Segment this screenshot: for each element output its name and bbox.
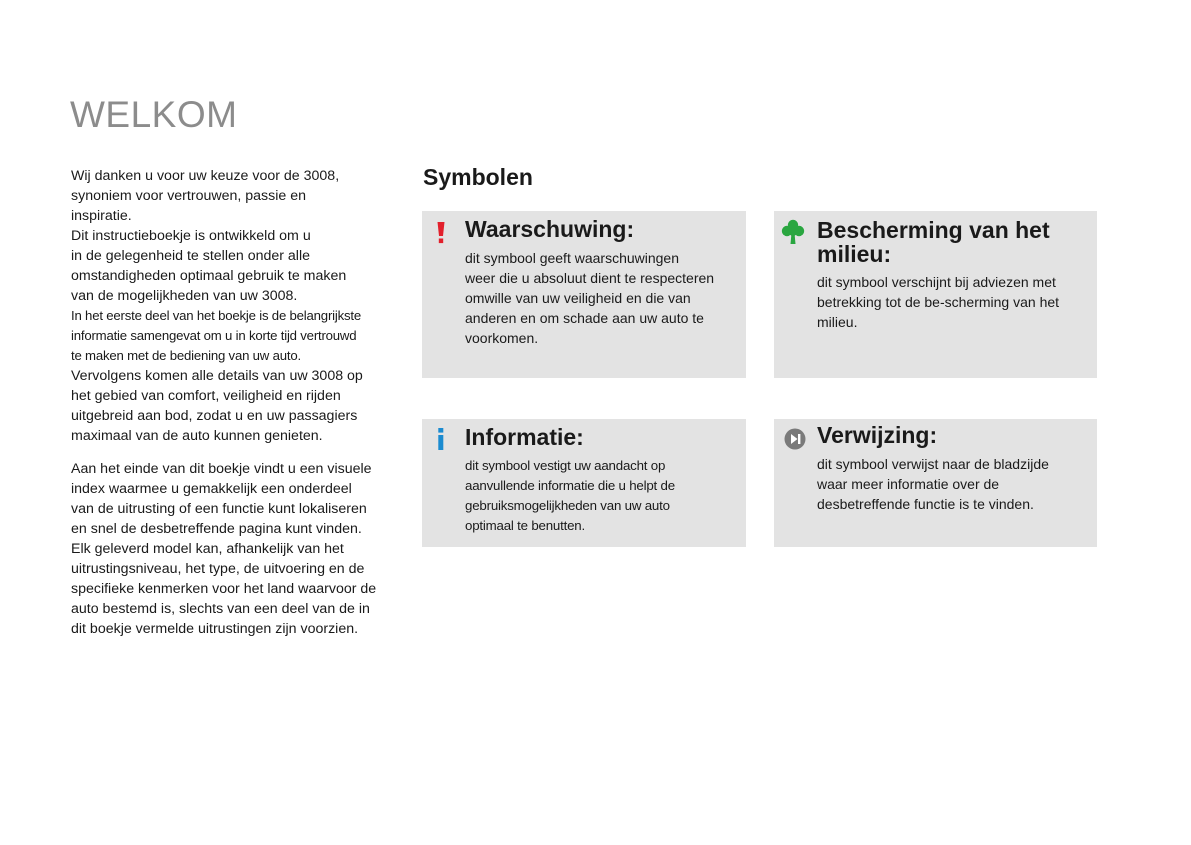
skip-forward-icon <box>784 428 806 450</box>
warning-line: anderen en om schade aan uw auto te <box>465 310 704 326</box>
page-title: WELKOM <box>70 94 238 135</box>
intro-line: Wij danken u voor uw keuze voor de 3008, <box>71 168 340 184</box>
warning-text <box>465 248 714 348</box>
reference-text <box>817 454 1049 514</box>
warning-line: voorkomen. <box>465 330 539 346</box>
intro-line: te maken met de bediening van uw auto. <box>71 348 301 363</box>
environment-title <box>817 218 1050 266</box>
environment-text <box>817 272 1059 332</box>
intro-line: maximaal van de auto kunnen genieten. <box>71 428 323 444</box>
intro-line: uitrustingsniveau, het type, de uitvoering en de <box>71 561 365 577</box>
intro-line: specifieke kenmerken voor het land waarvoor de <box>71 581 377 597</box>
warning-title: Waarschuwing: <box>465 216 635 242</box>
environment-box <box>774 211 1097 378</box>
information-text <box>465 456 675 536</box>
warning-line: omwille van uw veiligheid en die van <box>465 290 691 306</box>
intro-line: van de mogelijkheden van uw 3008. <box>71 288 298 304</box>
reference-box <box>774 419 1097 547</box>
warning-line: weer die u absoluut dient te respecteren <box>465 270 715 286</box>
information-box <box>422 419 746 547</box>
warning-line: dit symbool geeft waarschuwingen <box>465 250 680 266</box>
intro-line: uitgebreid aan bod, zodat u en uw passagiers <box>71 408 358 424</box>
information-line: optimaal te benutten. <box>465 518 585 533</box>
reference-line: waar meer informatie over de <box>817 476 1000 492</box>
environment-title-line: milieu: <box>817 241 892 267</box>
environment-line: dit symbool verschijnt bij adviezen met <box>817 274 1056 290</box>
intro-text <box>71 166 401 639</box>
intro-line: synoniem voor vertrouwen, passie en <box>71 188 307 204</box>
intro-line: het gebied van comfort, veiligheid en rijden <box>71 388 341 404</box>
symbols-heading: Symbolen <box>423 164 533 190</box>
reference-line: dit symbool verwijst naar de bladzijde <box>817 456 1049 472</box>
intro-line: van de uitrusting of een functie kunt lokaliseren <box>71 501 367 517</box>
intro-line: informatie samengevat om u in korte tijd vertrouwd <box>71 328 357 343</box>
intro-line: Elk geleverd model kan, afhankelijk van het <box>71 541 344 557</box>
environment-line: betrekking tot de be-scherming van het <box>817 294 1060 310</box>
reference-line: desbetreffende functie is te vinden. <box>817 496 1034 512</box>
paragraph-gap <box>71 446 401 459</box>
intro-line: index waarmee u gemakkelijk een onderdeel <box>71 481 352 497</box>
environment-line: milieu. <box>817 314 858 330</box>
intro-line: inspiratie. <box>71 208 132 224</box>
intro-line: auto bestemd is, slechts van een deel van de in <box>71 601 370 617</box>
clover-icon <box>781 219 805 245</box>
intro-line: In het eerste deel van het boekje is de belangrijkste <box>71 308 361 323</box>
intro-line: Aan het einde van dit boekje vindt u een visuele <box>71 461 372 477</box>
warning-box <box>422 211 746 378</box>
information-line: gebruiksmogelijkheden van uw auto <box>465 498 670 513</box>
info-icon <box>436 428 446 450</box>
intro-line: Dit instructieboekje is ontwikkeld om u <box>71 228 311 244</box>
intro-line: in de gelegenheid te stellen onder alle <box>71 248 311 264</box>
intro-line: en snel de desbetreffende pagina kunt vinden. <box>71 521 362 537</box>
information-line: dit symbool vestigt uw aandacht op <box>465 458 666 473</box>
intro-line: omstandigheden optimaal gebruik te maken <box>71 268 347 284</box>
intro-line: dit boekje vermelde uitrustingen zijn voorzien. <box>71 621 359 637</box>
information-title: Informatie: <box>465 424 584 450</box>
information-line: aanvullende informatie die u helpt de <box>465 478 675 493</box>
reference-title: Verwijzing: <box>817 422 938 448</box>
environment-title-line: Bescherming van het <box>817 217 1050 243</box>
intro-line: Vervolgens komen alle details van uw 3008 op <box>71 368 363 384</box>
exclamation-icon <box>435 222 447 244</box>
